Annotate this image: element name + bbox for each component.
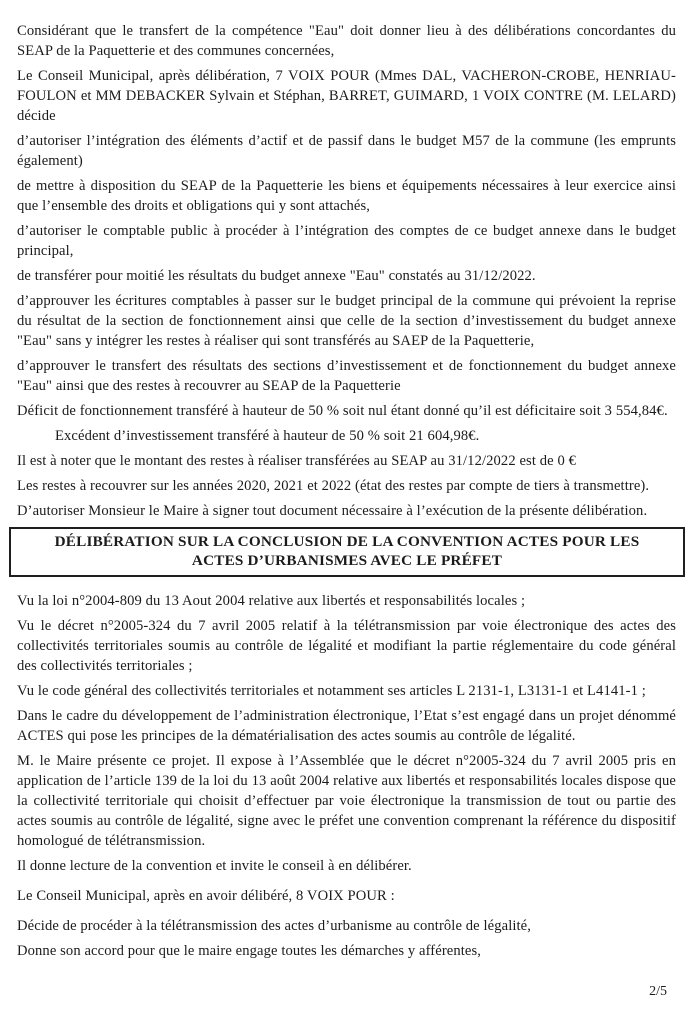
paragraph-vu-code-general: Vu le code général des collectivités territoriales et notamment ses articles L 2131-1, L3131-1 et L4141-1 ; [17,683,646,699]
paragraph-conseil-vote-eau: Le Conseil Municipal, après délibération, 7 VOIX POUR (Mmes DAL, VACHERON-CROBE, HENRIAU-FOULON et MM DEBACKER Sylvain et Stéphan, BARRET, GUIMARD, 1 VOIX CONTRE (M. LELARD) décide [17,68,676,124]
paragraph-excedent-investissement: Excédent d’investissement transféré à hauteur de 50 % soit 21 604,98€. [55,428,480,444]
paragraph-accord-demarches: Donne son accord pour que le maire engage toutes les démarches y afférentes, [17,943,482,959]
paragraph-restes-a-realiser: Il est à noter que le montant des restes à réaliser transférées au SEAP au 31/12/2022 est de 0 € [17,453,576,469]
paragraph-transfert-resultats: d’approuver le transfert des résultats des sections d’investissement et de fonctionnement du budget annexe "Eau" ainsi que des restes à recouvrer au SEAP de la Paquetterie [17,358,676,394]
paragraph-vu-decret-2005: Vu le décret n°2005-324 du 7 avril 2005 relatif à la télétransmission par voie électronique des actes des collectivités territoriales soumis au contrôle de légalité et modifiant la partie réglementaire du code général des collectivités territoriales ; [17,618,676,674]
section-heading: DÉLIBÉRATION SUR LA CONCLUSION DE LA CONVENTION ACTES POUR LES ACTES D’URBANISMES AVEC LE PRÉFET [9,527,685,577]
paragraph-vu-loi-2004: Vu la loi n°2004-809 du 13 Aout 2004 relative aux libertés et responsabilités locales ; [17,593,526,609]
paragraph-integration-actif-passif: d’autoriser l’intégration des éléments d’actif et de passif dans le budget M57 de la commune (les emprunts également) [17,133,676,169]
paragraph-conseil-vote-actes: Le Conseil Municipal, après en avoir délibéré, 8 VOIX POUR : [17,888,395,904]
paragraph-ecritures-comptables: d’approuver les écritures comptables à passer sur le budget principal de la commune qui prévoient la reprise du résultat de la section de fonctionnement ainsi que celle de la section d’investissement du budget annexe "Eau" sans y intégrer les restes à réaliser qui sont transférés au SAEP de la Paquetterie, [17,293,676,349]
section-actes [17,527,676,961]
paragraph-comptable-public: d’autoriser le comptable public à procéder à l’intégration des comptes de ce budget annexe dans le budget principal, [17,223,676,259]
paragraph-cadre-administration-electronique: Dans le cadre du développement de l’administration électronique, l’Etat s’est engagé dans un projet dénommé ACTES qui pose les principes de la dématérialisation des actes soumis au contrôle de légalité. [17,708,676,744]
paragraph-transfert-moitie: de transférer pour moitié les résultats du budget annexe "Eau" constatés au 31/12/2022. [17,268,536,284]
paragraph-lecture-convention: Il donne lecture de la convention et invite le conseil à en délibérer. [17,858,412,874]
paragraph-considerant: Considérant que le transfert de la compétence "Eau" doit donner lieu à des délibérations concordantes du SEAP de la Paquetterie et des communes concernées, [17,23,676,59]
page-number: 2/5 [649,984,667,999]
paragraph-mise-a-disposition: de mettre à disposition du SEAP de la Paquetterie les biens et équipements nécessaires à leur exercice ainsi que l’ensemble des droits et obligations qui y sont attachés, [17,178,676,214]
paragraph-decide-teletransmission: Décide de procéder à la télétransmission des actes d’urbanisme au contrôle de légalité, [17,918,532,934]
paragraph-autorisation-signature: D’autoriser Monsieur le Maire à signer tout document nécessaire à l’exécution de la présente délibération. [17,503,648,519]
paragraph-deficit-fonctionnement: Déficit de fonctionnement transféré à hauteur de 50 % soit nul étant donné qu’il est déficitaire soit 3 554,84€. [17,403,668,419]
paragraph-maire-presente-projet: M. le Maire présente ce projet. Il expose à l’Assemblée que le décret n°2005-324 du 7 avril 2005 pris en application de l’article 139 de la loi du 13 août 2004 relative aux libertés et responsabilités locales dispose que la collectivité territoriale qui choisit d’effectuer par voie électronique la transmission de tout ou partie des actes soumis au contrôle de légalité, signe avec le préfet une convention comprenant la référence du dispositif homologué de télétransmission. [17,753,676,849]
section-eau [17,21,676,521]
paragraph-restes-a-recouvrer: Les restes à recouvrer sur les années 2020, 2021 et 2022 (état des restes par compte de tiers à transmettre). [17,478,650,494]
